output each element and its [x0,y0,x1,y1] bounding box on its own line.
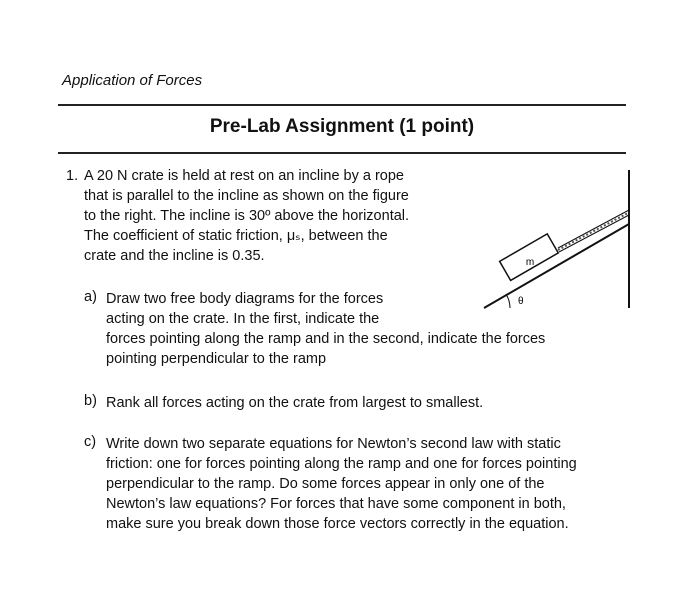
section-title: Application of Forces [62,72,203,89]
part-c-line: perpendicular to the ramp. Do some forces appear in only one of the [106,476,545,492]
part-a-line: Draw two free body diagrams for the forces [106,291,384,307]
question-line: to the right. The incline is 30º above the horizontal. [84,208,410,224]
incline-figure [440,160,640,310]
part-b-letter: b) [84,393,97,409]
part-c-line: Write down two separate equations for Newton’s second law with static [106,436,561,452]
bottom-divider [58,152,626,154]
part-c-line: friction: one for forces pointing along the ramp and one for forces pointing [106,456,577,472]
part-a-line: forces pointing along the ramp and in the second, indicate the forces [106,331,546,347]
question-line: A 20 N crate is held at rest on an incline by a rope [84,168,404,184]
top-divider [58,104,626,106]
part-a-line: pointing perpendicular to the ramp [106,351,327,367]
angle-arc [507,295,511,308]
question-line: crate and the incline is 0.35. [84,248,265,264]
question-line: The coefficient of static friction, μₛ, between the [84,228,388,244]
part-c-line: make sure you break down those force vectors correctly in the equation. [106,516,569,532]
part-c-line: Newton’s law equations? For forces that have some component in both, [106,496,566,512]
question-line: that is parallel to the incline as shown on the figure [84,188,409,204]
mass-label: m [525,257,535,268]
part-b-line: Rank all forces acting on the crate from largest to smallest. [106,395,484,411]
part-a-line: acting on the crate. In the first, indicate the [106,311,380,327]
part-a-letter: a) [84,289,97,305]
angle-label: θ [518,296,524,307]
question-number: 1. [66,168,79,184]
page-title: Pre-Lab Assignment (1 point) [209,116,475,137]
part-c-letter: c) [84,434,97,450]
